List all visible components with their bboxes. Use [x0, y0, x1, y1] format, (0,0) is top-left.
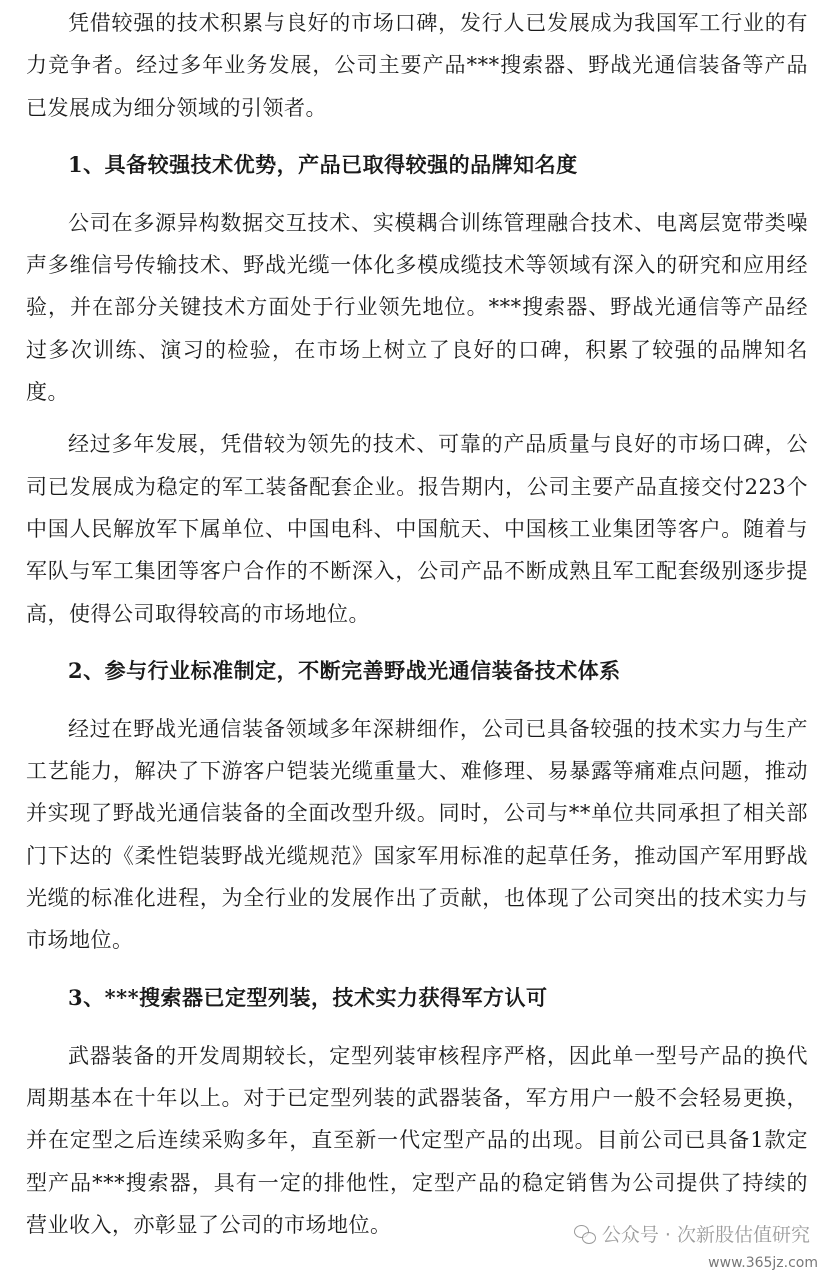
- paragraph-technology: 公司在多源异构数据交互技术、实模耦合训练管理融合技术、电离层宽带类噪声多维信号传输技术、野战光缆一体化多模成缆技术等领域有深入的研究和应用经验，并在部分关键技术方面处于行业领先地位。***搜索器、野战光通信等产品经过多次训练、演习的检验，在市场上树立了良好的口碑，积累了较强的品牌知名度。: [26, 210, 808, 405]
- section-heading-2: 2、参与行业标准制定，不断完善野战光通信装备技术体系: [68, 658, 621, 684]
- site-url-watermark: www.365jz.com: [708, 1255, 818, 1271]
- section-heading-3: 3、***搜索器已定型列装，技术实力获得军方认可: [68, 984, 548, 1010]
- wechat-icon: [574, 1223, 596, 1245]
- paragraph-standards: 经过在野战光通信装备领域多年深耕细作，公司已具备较强的技术实力与生产工艺能力，解决了下游客户铠装光缆重量大、难修理、易暴露等痛难点问题，推动并实现了野战光通信装备的全面改型升级。同时，公司与**单位共同承担了相关部门下达的《柔性铠装野战光缆规范》国家军用标准的起草任务，推动国产军用野战光缆的标准化进程，为全行业的发展作出了贡献，也体现了公司突出的技术实力与市场地位。: [26, 716, 808, 953]
- section-heading-1: 1、具备较强技术优势，产品已取得较强的品牌知名度: [68, 152, 578, 178]
- watermark-text: 公众号 · 次新股估值研究: [601, 1224, 810, 1246]
- watermark: [574, 1220, 810, 1247]
- paragraph-intro: 凭借较强的技术积累与良好的市场口碑，发行人已发展成为我国军工行业的有力竞争者。经过多年业务发展，公司主要产品***搜索器、野战光通信装备等产品已发展成为细分领域的引领者。: [26, 11, 808, 120]
- paragraph-market-position: 经过多年发展，凭借较为领先的技术、可靠的产品质量与良好的市场口碑，公司已发展成为稳定的军工装备配套企业。报告期内，公司主要产品直接交付223个中国人民解放军下属单位、中国电科、中国航天、中国核工业集团等客户。随着与军队与军工集团等客户合作的不断深入，公司产品不断成熟且军工配套级别逐步提高，使得公司取得较高的市场地位。: [26, 432, 808, 626]
- paragraph-certification: 武器装备的开发周期较长，定型列装审核程序严格，因此单一型号产品的换代周期基本在十年以上。对于已定型列装的武器装备，军方用户一般不会轻易更换，并在定型之后连续采购多年，直至新一代定型产品的出现。目前公司已具备1款定型产品***搜索器，具有一定的排他性，定型产品的稳定销售为公司提供了持续的营业收入，亦彰显了公司的市场地位。: [26, 1043, 808, 1237]
